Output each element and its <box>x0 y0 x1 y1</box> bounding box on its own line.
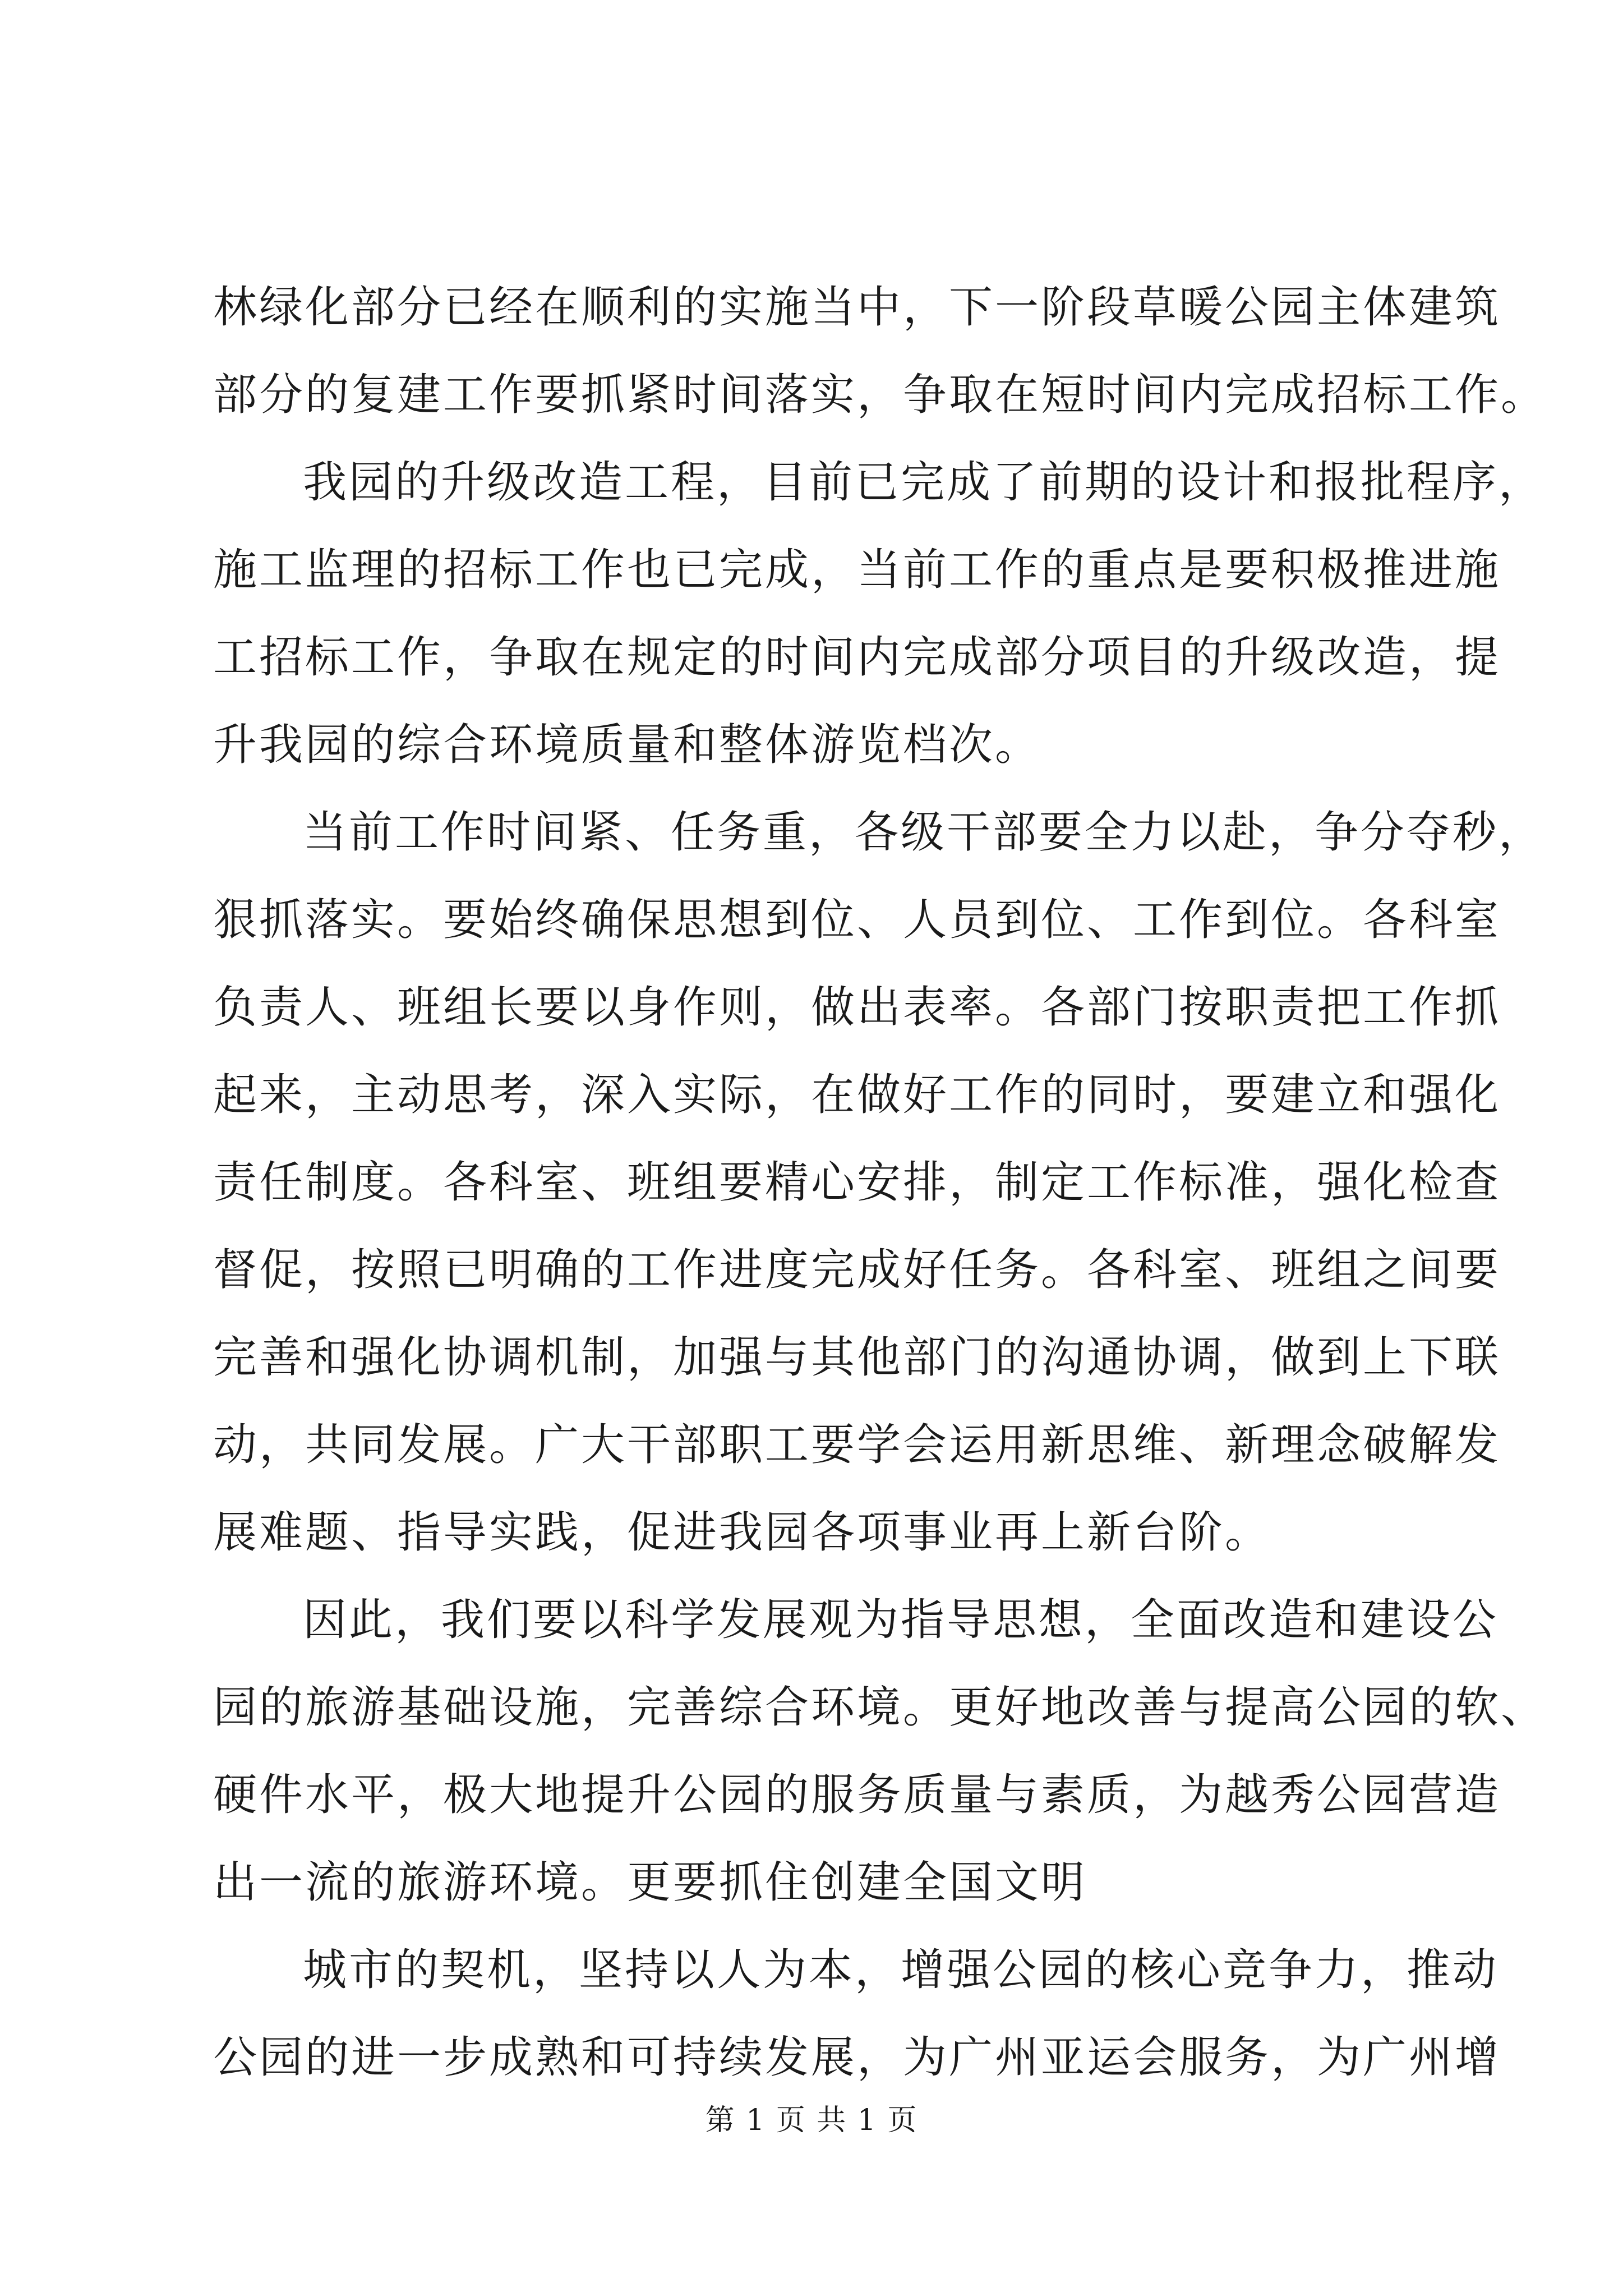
text-line: 展难题、指导实践，促进我园各项事业再上新台阶。 <box>213 1507 1271 1558</box>
text-line: 施工监理的招标工作也已完成，当前工作的重点是要积极推进施 <box>213 545 1501 595</box>
text-line: 园的旅游基础设施，完善综合环境。更好地改善与提高公园的软、 <box>213 1682 1547 1733</box>
text-line: 狠抓落实。要始终确保思想到位、人员到位、工作到位。各科室 <box>213 895 1501 945</box>
text-line: 公园的进一步成熟和可持续发展，为广州亚运会服务，为广州增 <box>213 2032 1501 2083</box>
text-line: 动，共同发展。广大干部职工要学会运用新思维、新理念破解发 <box>213 1420 1501 1470</box>
text-line: 部分的复建工作要抓紧时间落实，争取在短时间内完成招标工作。 <box>213 370 1547 420</box>
text-line: 起来，主动思考，深入实际，在做好工作的同时，要建立和强化 <box>213 1070 1501 1120</box>
text-line: 硬件水平，极大地提升公园的服务质量与素质，为越秀公园营造 <box>213 1770 1501 1820</box>
text-line: 升我园的综合环境质量和整体游览档次。 <box>213 720 1041 770</box>
paragraph-start-line: 我园的升级改造工程，目前已完成了前期的设计和报批程序， <box>303 457 1545 508</box>
paragraph-start-line: 当前工作时间紧、任务重，各级干部要全力以赴，争分夺秒， <box>303 807 1545 858</box>
text-line: 责任制度。各科室、班组要精心安排，制定工作标准，强化检查 <box>213 1157 1501 1208</box>
text-line: 出一流的旅游环境。更要抓住创建全国文明 <box>213 1857 1087 1908</box>
text-line: 工招标工作，争取在规定的时间内完成部分项目的升级改造，提 <box>213 632 1501 683</box>
paragraph-start-line: 城市的契机，坚持以人为本，增强公园的核心竞争力，推动 <box>303 1945 1499 1995</box>
document-body <box>213 264 1547 2101</box>
paragraph-start-line: 因此，我们要以科学发展观为指导思想，全面改造和建设公 <box>303 1595 1499 1645</box>
text-line: 完善和强化协调机制，加强与其他部门的沟通协调，做到上下联 <box>213 1332 1501 1383</box>
text-line: 督促，按照已明确的工作进度完成好任务。各科室、班组之间要 <box>213 1245 1501 1295</box>
text-line: 林绿化部分已经在顺利的实施当中，下一阶段草暖公园主体建筑 <box>213 282 1501 333</box>
text-line: 负责人、班组长要以身作则，做出表率。各部门按职责把工作抓 <box>213 982 1501 1033</box>
page-number-footer: 第 1 页 共 1 页 <box>705 2104 918 2137</box>
